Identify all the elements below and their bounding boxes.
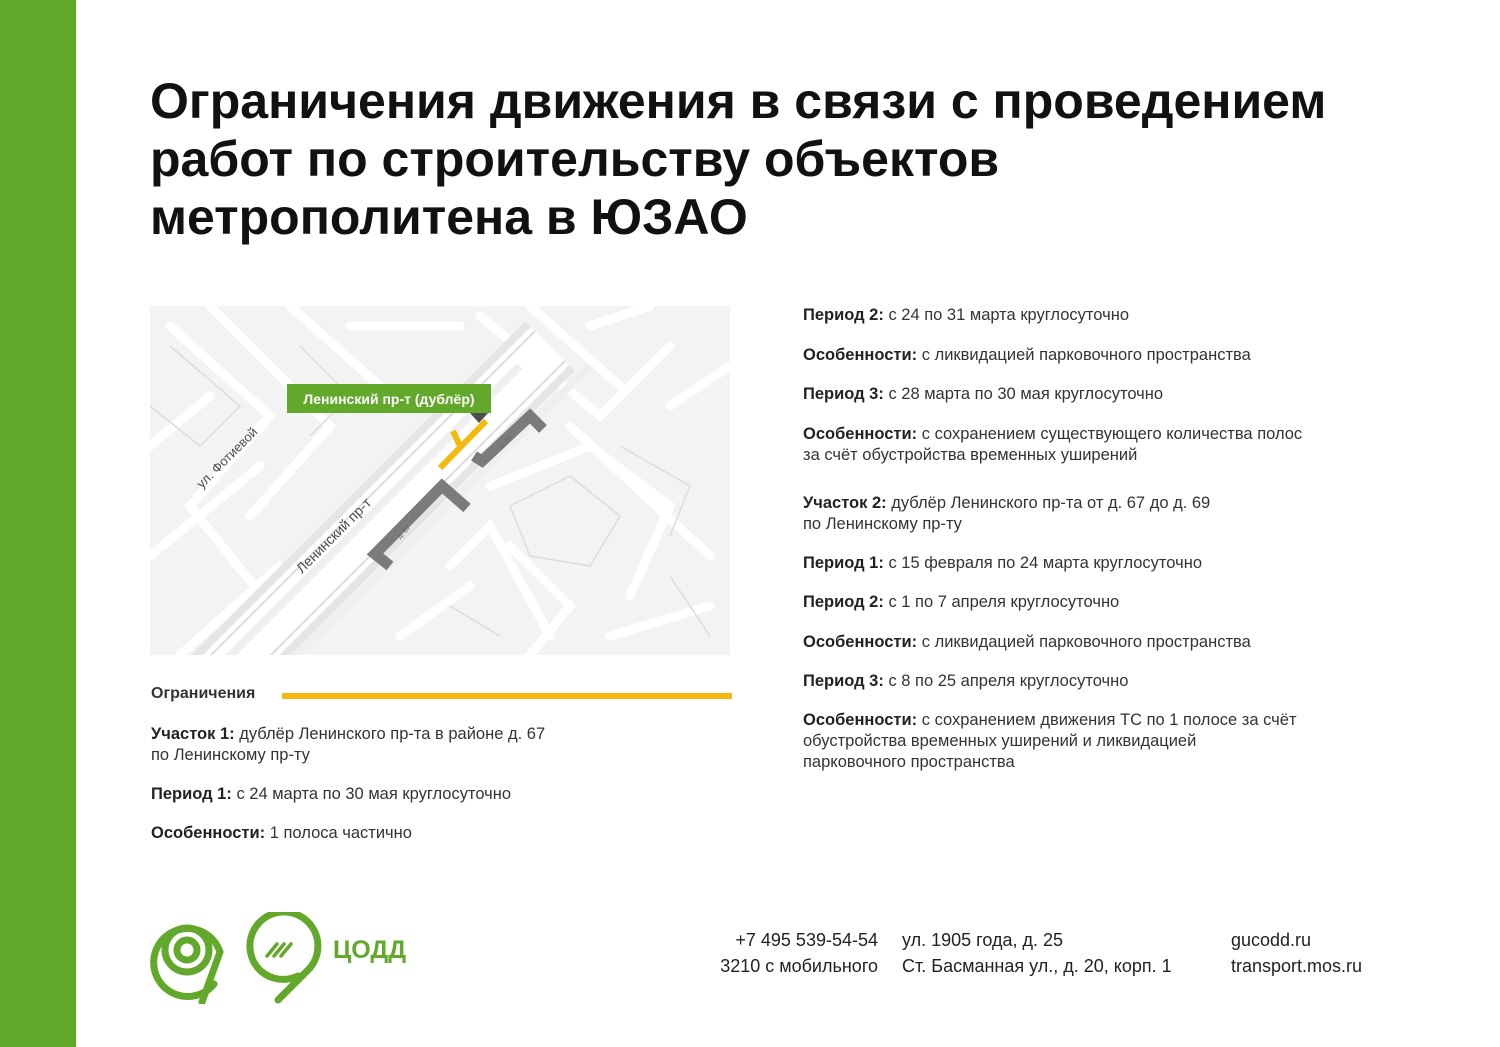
section1-text-line2: по Ленинскому пр-ту [151,746,310,764]
brand-name: ЦОДД [333,936,406,964]
period-text: с 8 по 25 апреля круглосуточно [883,672,1129,690]
feature-text: с ликвидацией парковочного пространства [917,346,1251,364]
title-line-2: работ по строительству объектов [150,131,1000,187]
feature-text: с ликвидацией парковочного пространства [917,633,1251,651]
address-line-2: Ст. Басманная ул., д. 20, корп. 1 [902,956,1172,976]
house-number-69: д. 69 [497,434,514,451]
period-label: Период 1: [803,554,884,572]
website-transport-link[interactable]: transport.mos.ru [1231,956,1363,976]
nine-pin-icon [250,912,318,1000]
period-label: Период 2: [803,306,884,324]
street-label-leninsky: Ленинский пр-т [292,494,375,577]
section1-period1 [151,784,511,805]
phone-block [682,927,878,979]
feature-text: 1 полоса частично [265,824,412,842]
section1-period2 [803,305,1129,326]
title-line-3: метрополитена в ЮЗАО [150,189,748,245]
address-line-1: ул. 1905 года, д. 25 [902,930,1063,950]
section1-text-line1: дублёр Ленинского пр-та в районе д. 67 [234,725,546,743]
period-label: Период 3: [803,672,884,690]
feature-text-line2: за счёт обустройства временных уширений [803,446,1138,464]
feature-label: Особенности: [803,346,918,364]
feature-text-line1: с сохранением движения ТС по 1 полосе за счёт [917,711,1297,729]
section2-period1 [803,553,1202,574]
stripes-icon [267,944,291,956]
section1-title [151,724,545,766]
callout-label: Ленинский пр-т (дублёр) [303,391,475,407]
website-gucodd-link[interactable]: gucodd.ru [1231,930,1312,950]
phone-number[interactable]: +7 495 539-54-54 [735,930,878,950]
mobile-short-number: 3210 с мобильного [720,956,878,976]
section1-period3 [803,384,1163,405]
period-label: Период 2: [803,593,884,611]
house-number-67: д. 67 [396,524,413,541]
feature-label: Особенности: [803,425,918,443]
feature-label: Особенности: [803,633,918,651]
area-map [150,306,730,655]
period-text: с 24 по 31 марта круглосуточно [883,306,1129,324]
feature-label: Особенности: [151,824,266,842]
page-title [150,72,1450,246]
feature-label: Особенности: [803,711,918,729]
section2-period3 [803,671,1128,692]
title-line-1: Ограничения движения в связи с проведением [150,73,1327,129]
period-label: Период 3: [803,385,884,403]
section2-title [803,493,1210,535]
section1-feature3 [803,424,1302,466]
section2-period2 [803,592,1119,613]
section2-feature3 [803,710,1297,773]
section2-text-line1: дублёр Ленинского пр-та от д. 67 до д. 69 [886,494,1211,512]
restrictions-heading-rule [282,693,732,699]
map-drawing [150,306,730,655]
section2-text-line2: по Ленинскому пр-ту [803,515,962,533]
section1-feature1 [151,823,412,844]
section1-feature2 [803,345,1251,366]
section1-label: Участок 1: [151,725,235,743]
concentric-nine-icon [154,928,220,1002]
period-label: Период 1: [151,785,232,803]
period-text: с 28 марта по 30 мая круглосуточно [883,385,1164,403]
section2-label: Участок 2: [803,494,887,512]
websites-block [1231,927,1362,979]
restrictions-heading [151,685,731,707]
feature-text-line3: парковочного пространства [803,753,1015,771]
feature-text-line2: обустройства временных уширений и ликвидацией [803,732,1197,750]
period-text: с 24 марта по 30 мая круглосуточно [231,785,512,803]
period-text: с 1 по 7 апреля круглосуточно [883,593,1120,611]
period-text: с 15 февраля по 24 марта круглосуточно [883,554,1203,572]
green-sidebar-stripe [0,0,76,1047]
address-block [902,927,1172,979]
leninsky-avenue [180,331,590,655]
restrictions-heading-label: Ограничения [151,685,256,702]
section2-feature2 [803,632,1251,653]
feature-text-line1: с сохранением существующего количества полос [917,425,1303,443]
street-label-fotievoy: ул. Фотиевой [193,424,261,492]
